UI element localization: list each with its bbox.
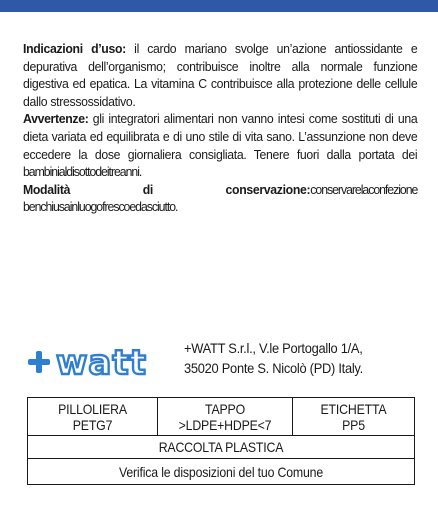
label-text-block [23,40,417,216]
company-info [26,336,418,388]
cap-name: TAPPO [205,400,245,417]
storage-paragraph [23,181,417,216]
cap-material: >LDPE+HDPE<7 [178,416,272,433]
label-cell [293,398,415,436]
collection-text: RACCOLTA PLASTICA [158,439,284,455]
note-text: Verifica le disposizioni del tuo Comune [118,463,324,480]
cap-cell [158,398,293,436]
container-name: PILLOLIERA [58,400,127,417]
warnings-text: gli integratori alimentari non vanno intesi come sostituti di una dieta variata ed equilibrata e di uno stile di vita sano. L’assunzione non deve eccedere la dose giornaliera consigliata. Tenere fuori dalla portata dei [23,111,418,162]
materials-row [28,398,415,436]
storage-heading: Modalità di conservazione: [23,181,311,197]
note-cell [28,459,415,485]
collection-cell [28,436,415,459]
plus-icon [28,351,50,373]
address-line-2: 35020 Ponte S. Nicolò (PD) Italy. [184,360,363,376]
address-line-1: +WATT S.r.l., V.le Portogallo 1/A, [184,340,363,356]
warnings-heading: Avvertenze: [23,111,89,127]
logo-wordmark: watt [56,344,147,380]
recycling-table [27,397,415,485]
warnings-paragraph [23,110,417,180]
usage-heading: Indicazioni d’uso: [23,41,126,56]
company-address [184,338,405,378]
collection-row [28,436,415,459]
container-cell [28,398,158,436]
warnings-text-tail: bambinialdisottodeitreanni. [23,164,142,180]
label-material: PP5 [342,416,365,433]
storage-text: conservarelaconfezione benchiusainluogofrescoedasciutto. [23,181,418,215]
note-row [28,459,415,485]
usage-text: il cardo mariano svolge un’azione antiossidante e depurativa dell’organismo; contribuisce inoltre alla normale funzione digestiva ed epatica. La vitamina C contribuisce alla protezione delle cellule dallo stressossidativo. [23,41,418,109]
watt-logo [26,344,168,380]
container-material: PETG7 [72,416,113,433]
top-color-bar [0,0,438,12]
usage-paragraph [23,40,417,110]
label-name: ETICHETTA [320,400,387,417]
